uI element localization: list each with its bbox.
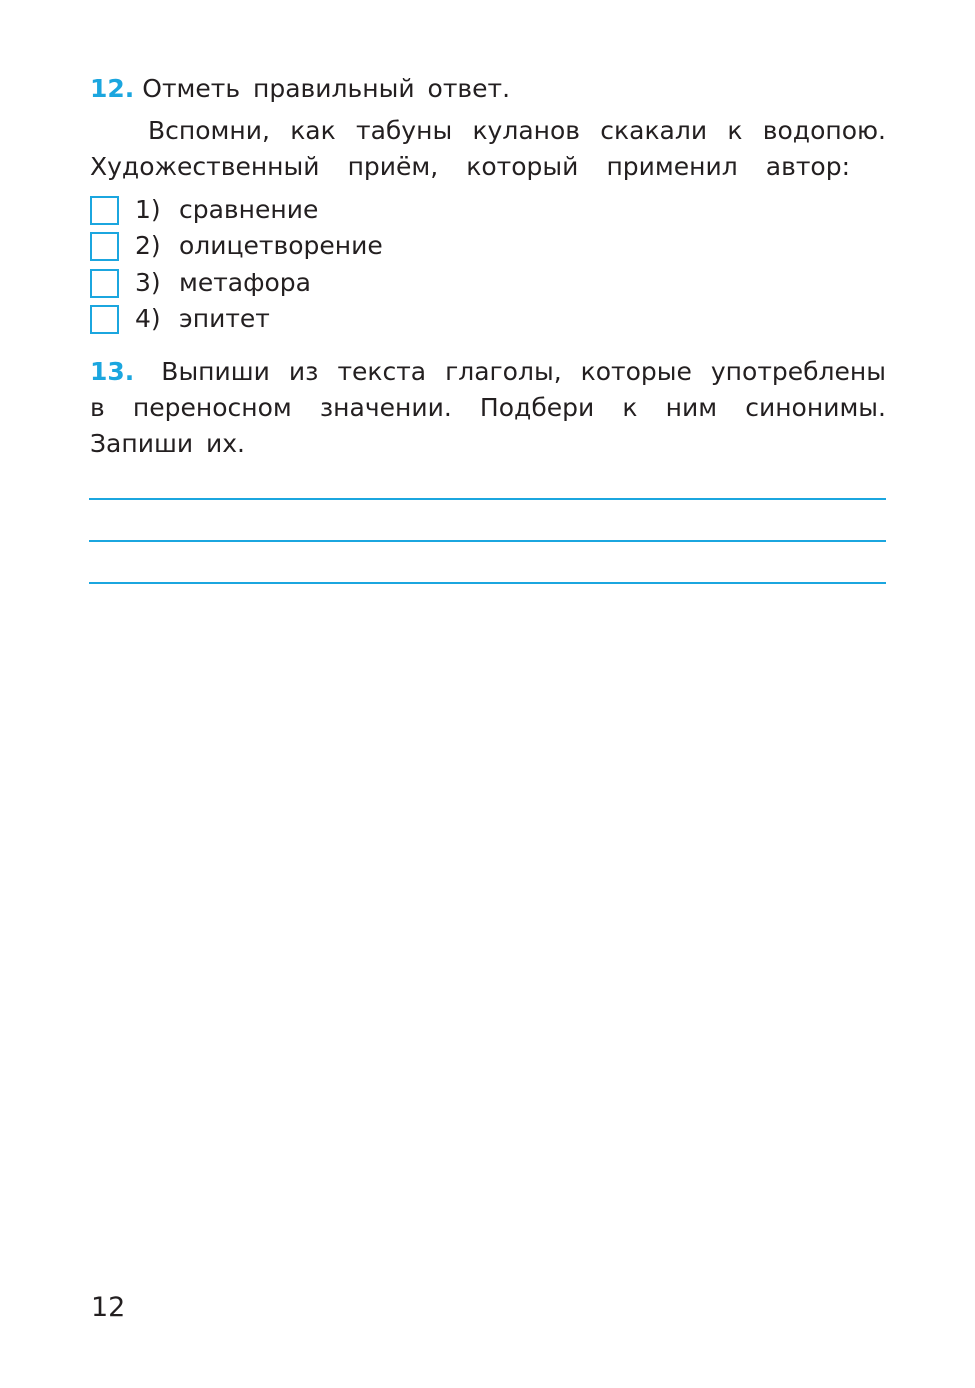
task-number: 12. — [90, 74, 135, 103]
option-number: 3) — [135, 268, 161, 297]
option-2[interactable] — [90, 230, 383, 262]
answer-line[interactable] — [89, 540, 886, 542]
answer-checkbox[interactable] — [90, 269, 119, 298]
option-label: олицетворение — [179, 231, 383, 260]
answer-checkbox[interactable] — [90, 196, 119, 225]
page-number: 12 — [91, 1292, 126, 1323]
answer-line[interactable] — [89, 582, 886, 584]
option-number: 4) — [135, 304, 161, 333]
task-text-line: Вспомни, как табуны куланов скакали к водопою. — [148, 116, 886, 145]
option-3[interactable] — [90, 267, 311, 299]
task-13-line — [90, 354, 886, 390]
task-text: Выпиши из текста глаголы, которые употреблены — [161, 357, 886, 386]
task-text-line: Художественный приём, который применил автор: — [90, 152, 850, 181]
task-number: 13. — [90, 357, 135, 386]
option-1[interactable] — [90, 194, 318, 226]
option-4[interactable] — [90, 303, 270, 335]
answer-checkbox[interactable] — [90, 232, 119, 261]
option-label: сравнение — [179, 195, 319, 224]
option-label: метафора — [179, 268, 311, 297]
task-instruction: Отметь правильный ответ. — [142, 74, 511, 103]
option-label: эпитет — [179, 304, 270, 333]
option-number: 2) — [135, 231, 161, 260]
task-text-line: в переносном значении. Подбери к ним синонимы. — [90, 393, 886, 422]
task-text-line: Запиши их. — [90, 429, 245, 458]
task-12-heading — [90, 71, 886, 107]
answer-checkbox[interactable] — [90, 305, 119, 334]
answer-line[interactable] — [89, 498, 886, 500]
option-number: 1) — [135, 195, 161, 224]
